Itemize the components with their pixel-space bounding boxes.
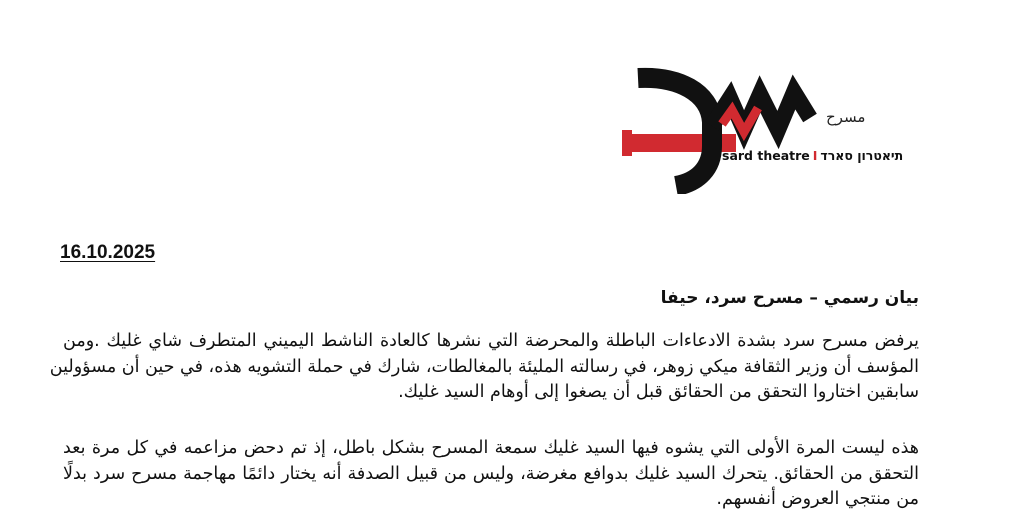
paragraph-line: المؤسف أن وزير الثقافة ميكي زوهر، في رسالته المليئة بالمغالطات، شارك في حملة التشويه هذه، في حين أن مسؤولين (49, 356, 919, 377)
sard-theatre-logo (618, 64, 918, 194)
logo-tagline-hebrew: תיאטרון סארד (820, 148, 904, 163)
paragraph-line: من منتجي العروض أنفسهم. (716, 489, 919, 509)
statement-date: 16.10.2025 (60, 242, 156, 263)
logo-tagline (722, 148, 903, 163)
paragraph-line: سابقين اختاروا التحقق من الحقائق قبل أن يصغوا إلى أوهام السيد غليك. (398, 382, 919, 402)
logo-arabic-label: مسرح (826, 108, 866, 126)
logo-hook-stroke (638, 78, 712, 186)
logo-tagline-separator: I (812, 148, 818, 163)
sard-logo-mark (618, 64, 918, 194)
paragraph-line: التحقق من الحقائق. يتحرك السيد غليك بدوافع مغرضة، وليس من قبيل الصدفة أنه يختار دائمًا مهاجمة مسرح سرد بدلًا (63, 463, 919, 484)
statement-paragraph-2 (63, 436, 919, 510)
paragraph-line: يرفض مسرح سرد بشدة الادعاءات الباطلة والمحرضة التي نشرها كالعادة الناشط اليميني المتطرف شاي غليك .ومن (63, 331, 919, 351)
logo-tagline-english: sard theatre (722, 148, 810, 163)
logo-red-cap (622, 130, 632, 156)
statement-heading: بيان رسمي – مسرح سرد، حيفا (660, 288, 919, 308)
paragraph-line: هذه ليست المرة الأولى التي يشوه فيها السيد غليك سمعة المسرح بشكل باطل، إذ تم دحض مزاعمه في كل مرة بعد (63, 438, 919, 458)
statement-paragraph-1 (49, 329, 919, 406)
